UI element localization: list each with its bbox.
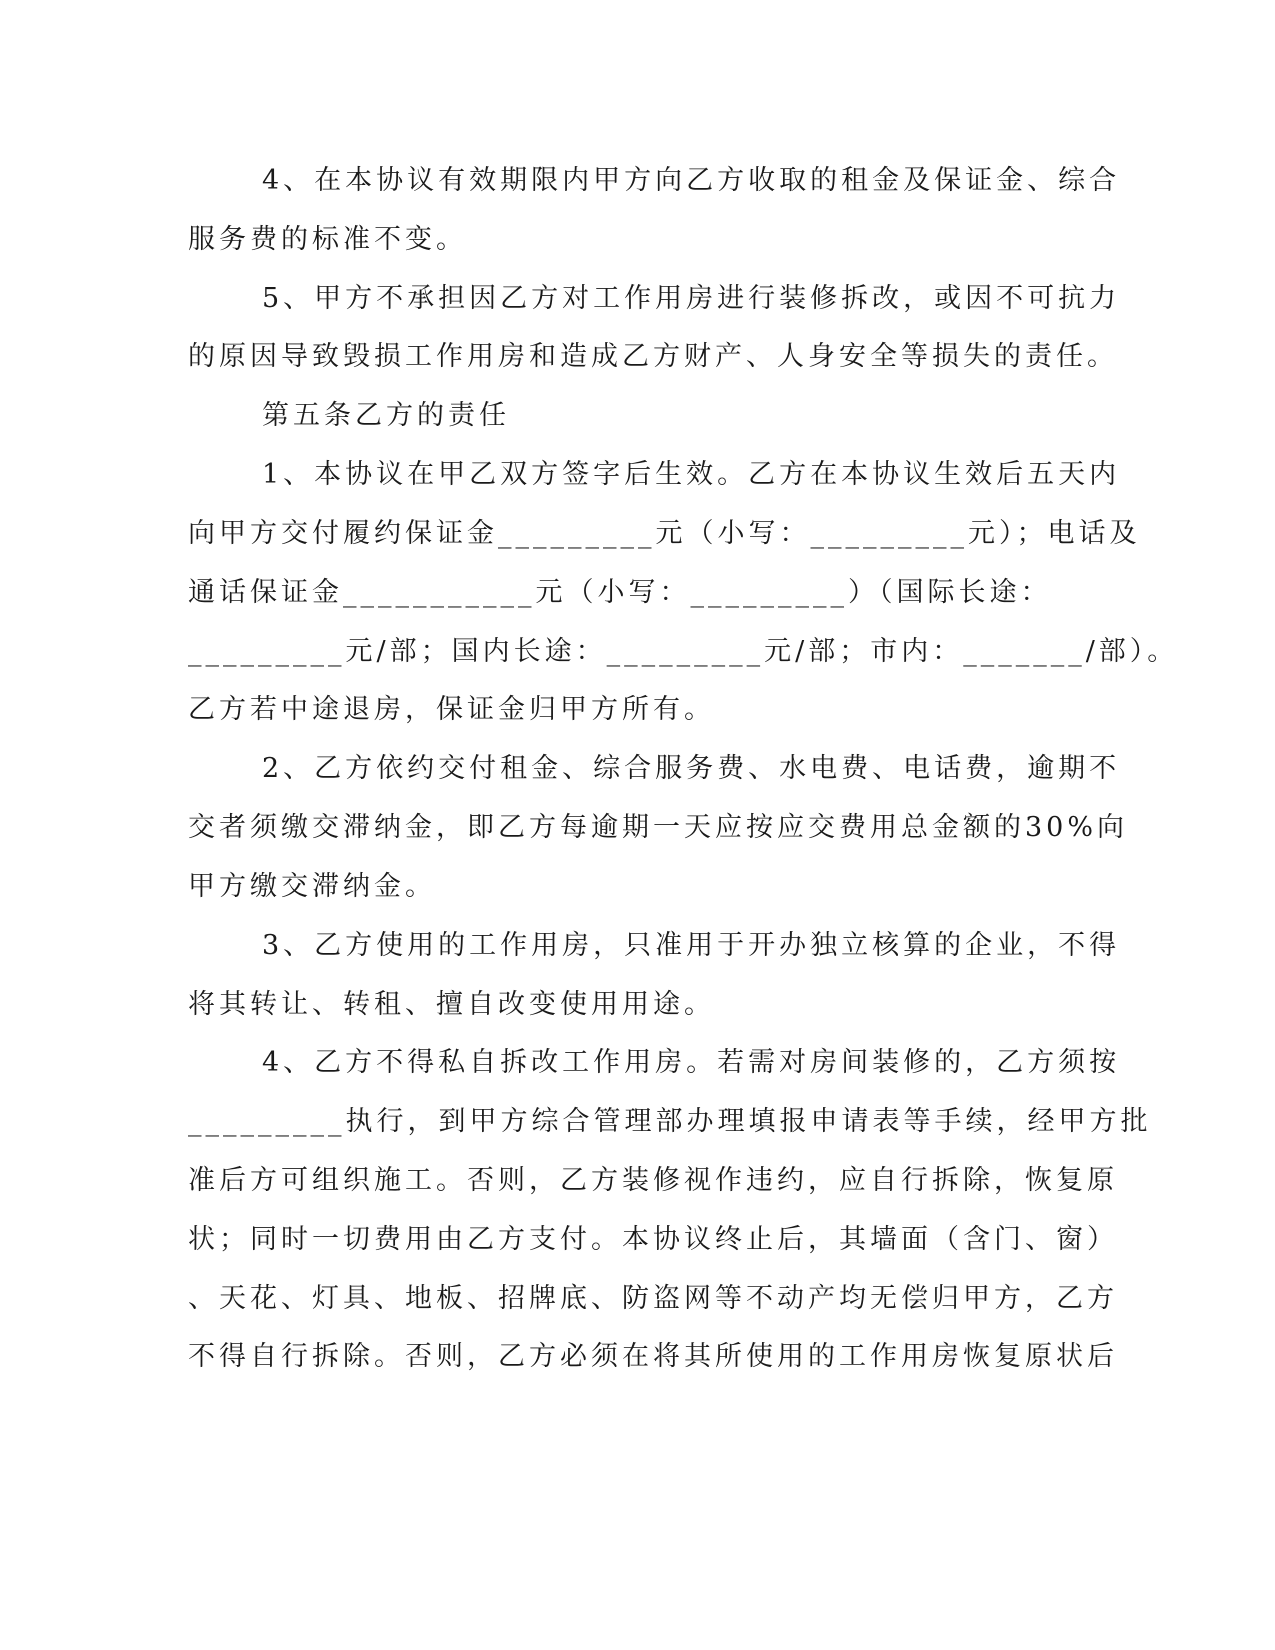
paragraph-line: 将其转让、转租、擅自改变使用用途。: [188, 989, 715, 1020]
paragraph-line: 甲方缴交滞纳金。: [188, 871, 436, 902]
paragraph-line: 的原因导致毁损工作用房和造成乙方财产、人身安全等损失的责任。: [188, 341, 1118, 372]
paragraph-line: 5、甲方不承担因乙方对工作用房进行装修拆改，或因不可抗力: [262, 283, 1121, 314]
paragraph-line: 3、乙方使用的工作用房，只准用于开办独立核算的企业，不得: [262, 930, 1121, 961]
paragraph-line: 通话保证金___________元（小写：_________）（国际长途：: [188, 577, 1052, 608]
paragraph-line: _________元/部；国内长途：_________元/部；市内：_______/部）。: [188, 636, 1179, 667]
paragraph-line: 4、乙方不得私自拆改工作用房。若需对房间装修的，乙方须按: [262, 1047, 1121, 1078]
paragraph-line: 乙方若中途退房，保证金归甲方所有。: [188, 694, 715, 725]
paragraph-line: _________执行，到甲方综合管理部办理填报申请表等手续，经甲方批: [188, 1106, 1152, 1137]
paragraph-line: 2、乙方依约交付租金、综合服务费、水电费、电话费，逾期不: [262, 753, 1121, 784]
paragraph-line: 状；同时一切费用由乙方支付。本协议终止后，其墙面（含门、窗）: [188, 1224, 1118, 1255]
paragraph-line: 、天花、灯具、地板、招牌底、防盗网等不动产均无偿归甲方，乙方: [188, 1283, 1118, 1314]
paragraph-line: 4、在本协议有效期限内甲方向乙方收取的租金及保证金、综合: [262, 165, 1121, 196]
paragraph-line: 不得自行拆除。否则，乙方必须在将其所使用的工作用房恢复原状后: [188, 1341, 1118, 1372]
paragraph-line: 1、本协议在甲乙双方签字后生效。乙方在本协议生效后五天内: [262, 459, 1121, 490]
paragraph-line: 交者须缴交滞纳金，即乙方每逾期一天应按应交费用总金额的30%向: [188, 812, 1129, 843]
paragraph-line: 准后方可组织施工。否则，乙方装修视作违约，应自行拆除，恢复原: [188, 1165, 1118, 1196]
paragraph-line: 向甲方交付履约保证金_________元（小写：_________元）；电话及: [188, 518, 1141, 549]
section-heading: 第五条乙方的责任: [262, 400, 510, 431]
paragraph-line: 服务费的标准不变。: [188, 224, 467, 255]
